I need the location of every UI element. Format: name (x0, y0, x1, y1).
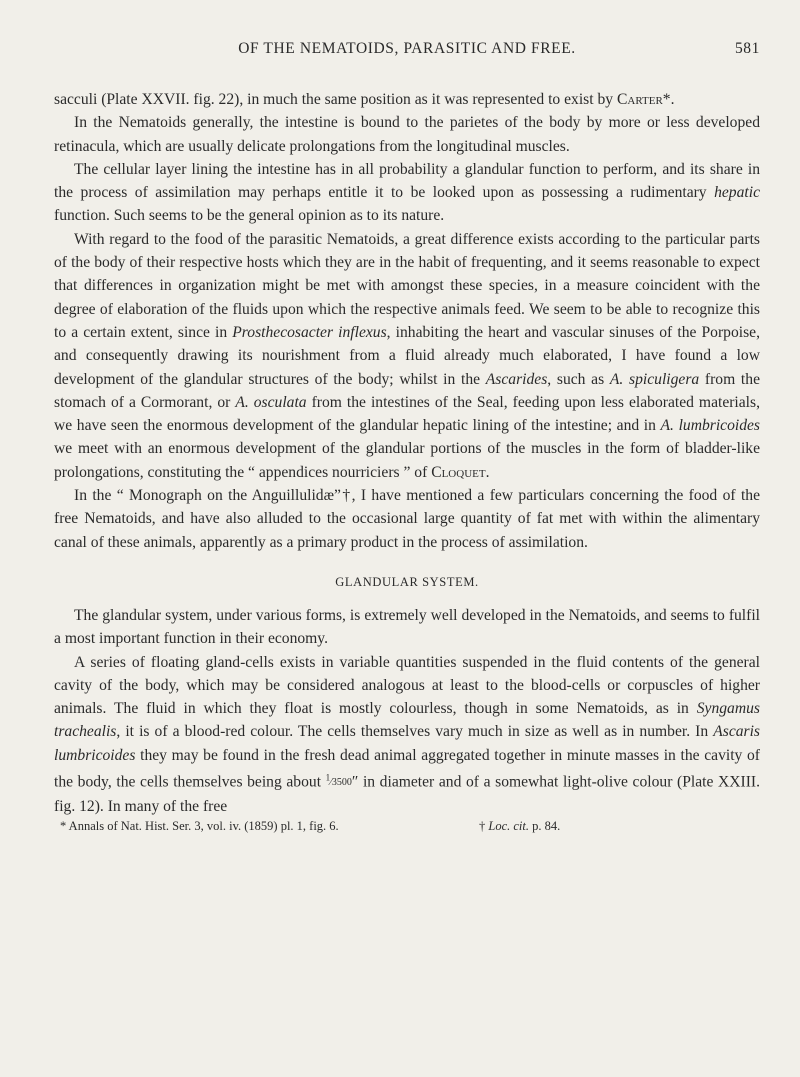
species-name: A. osculata (235, 393, 307, 411)
footnote-1: * Annals of Nat. Hist. Ser. 3, vol. iv. (1859) pl. 1, fig. 6. (60, 818, 339, 833)
text-run: The cellular layer lining the intestine has in all probability a glandular function to perform, and its share in the process of assimilation may perhaps entitle it to be looked upon as possessing a rudimentary (54, 160, 760, 202)
species-name: A. spiculigera (609, 370, 700, 388)
species-name: Prosthecosacter inflexus (232, 323, 387, 341)
text-run: they may be found in the fresh dead animal aggregated together in minute masses in the cavity of the body, the cells themselves being about (54, 746, 760, 791)
species-name: Ascarides (485, 370, 548, 388)
species-name: Ascaris lumbricoides (54, 723, 760, 764)
body-text (54, 88, 760, 818)
text-run: With regard to the food of the parasitic Nematoids, a great difference exists according to the particular parts of the body of their respective hosts which they are in the habit of frequenting, and it seems reasonable to expect that differences in organization might be met with amongst these species, in a measure coincident with the degree of elaboration of the fluids upon which the respective animals feed. We seem to be able to recognize this to a certain extent, since in (54, 230, 760, 341)
italic-term: hepatic (714, 184, 760, 202)
author-name: Carter (616, 91, 663, 108)
paragraph-4 (54, 228, 760, 484)
text-run: ″ in diameter and of a somewhat light-olive colour (Plate XXIII. fig. 12). In many of the free (54, 773, 760, 815)
text-run: *. (662, 91, 675, 108)
text-run: , such as (547, 370, 610, 388)
text-run: , it is of a blood-red colour. The cells themselves vary much in size as well as in number. In (116, 723, 714, 741)
paragraph-1 (54, 88, 760, 111)
text-run: from the intestines of the Seal, feeding upon less elaborated materials, we have seen the enormous development of the glandular hepatic lining of the intestine; and in (54, 393, 760, 435)
footnote-mark: † (479, 818, 489, 833)
text-run: , inhabiting the heart and vascular sinuses of the Porpoise, and consequently drawing its nourishment from a fluid already much elaborated, I have found a low development of the glandular structures of the body; whilst in the (54, 323, 760, 388)
author-name: Cloquet (431, 463, 486, 481)
paragraph-6: The glandular system, under various forms, is extremely well developed in the Nematoids, and seems to fulfil a most important function in their economy. (54, 606, 760, 648)
text-run: . (485, 463, 490, 481)
text-run: sacculi (Plate XXVII. fig. 22), in much the same position as it was represented to exist by (54, 91, 617, 108)
text-run: we meet with an enormous development of the glandular portions of the muscles in the form of bladder-like prolongations, constituting the “ appendices nourriciers ” of (54, 440, 760, 481)
paragraph-7 (54, 651, 760, 818)
section-heading: GLANDULAR SYSTEM. (335, 574, 479, 589)
running-header (54, 40, 760, 64)
species-name: A. lumbricoides (660, 417, 761, 435)
footnote-text: p. 84. (529, 818, 561, 833)
fraction-denominator: 3500 (331, 777, 352, 789)
page-number: 581 (734, 40, 760, 57)
species-name: Syngamus trachealis (54, 700, 760, 741)
running-title: OF THE NEMATOIDS, PARASITIC AND FREE. (238, 40, 576, 57)
page (54, 40, 761, 833)
text-run: from the stomach of a Cormorant, or (54, 370, 760, 411)
paragraph-2: In the Nematoids generally, the intestine is bound to the parietes of the body by more or less developed retinacula, which are usually delicate prolongations from the longitudinal muscles. (54, 114, 760, 155)
fraction-numerator: 1 (325, 773, 331, 784)
paragraph-5: In the “ Monograph on the Anguillulidæ”†, I have mentioned a few particulars concerning the food of the free Nematoids, and have also alluded to the occasional large quantity of fat met with within the alimentary canal of these animals, apparently as a primary product in the process of assimilation. (54, 487, 760, 551)
footnote-italic: Loc. cit. (488, 818, 529, 833)
paragraph-3 (54, 158, 760, 228)
text-run: function. Such seems to be the general opinion as to its nature. (54, 207, 445, 225)
fraction: $^1$⁄3500 (325, 773, 352, 789)
text-run: A series of floating gland-cells exists in variable quantities suspended in the fluid contents of the general cavity of the body, which may be considered analogous at least to the blood-cells or corpuscles of higher animals. The fluid in which they float is mostly colourless, though in some Nematoids, as in (54, 653, 760, 718)
footnote-2 (479, 818, 560, 835)
